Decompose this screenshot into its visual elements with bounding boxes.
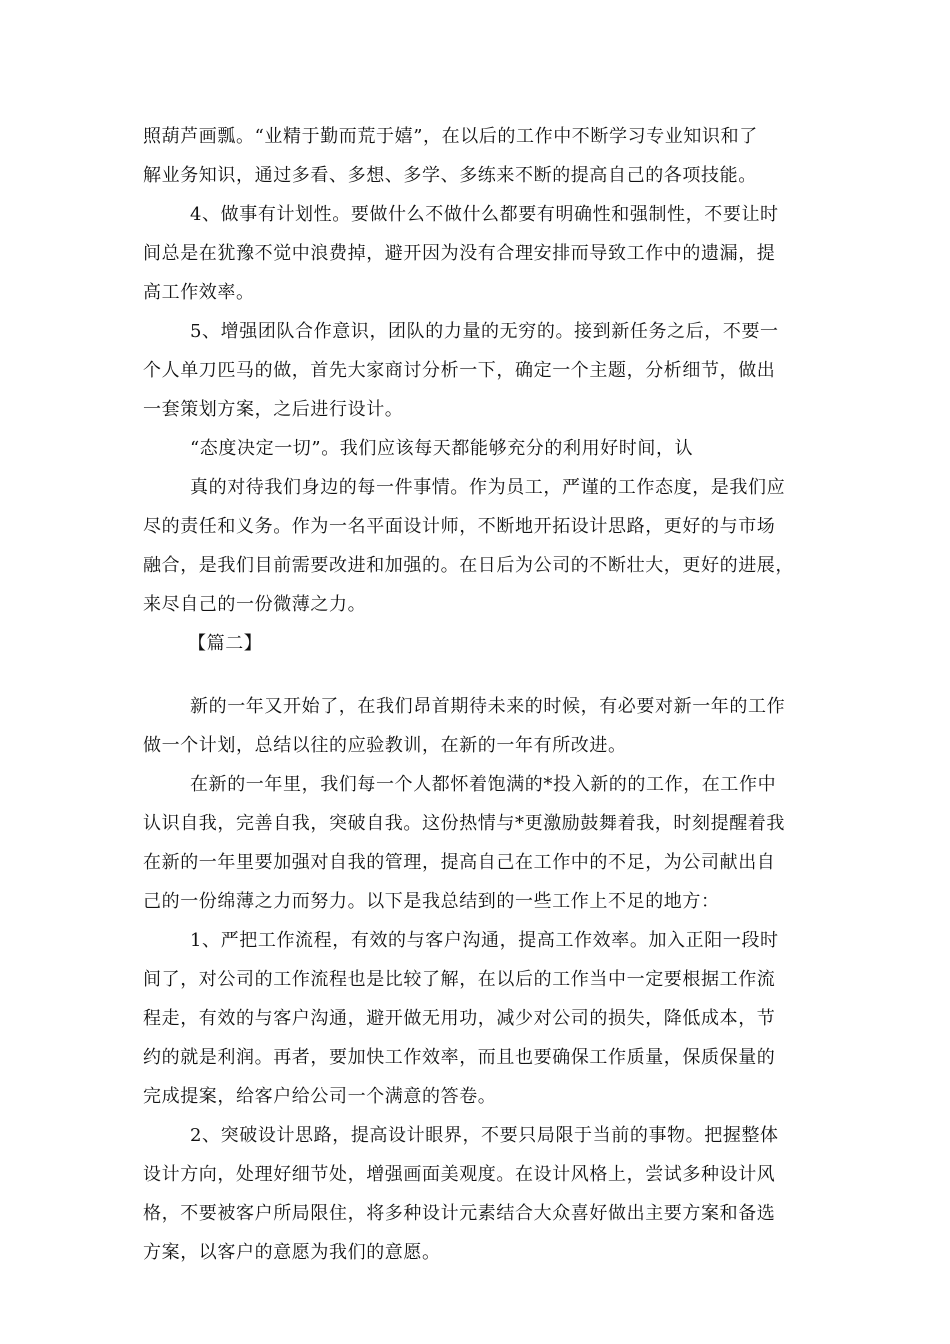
text-line: 格，不要被客户所局限住，将多种设计元素结合大众喜好做出主要方案和备选 bbox=[143, 1203, 776, 1224]
paragraph-start-line: 在新的一年里，我们每一个人都怀着饱满的*投入新的的工作，在工作中 bbox=[190, 774, 777, 795]
text-line: 完成提案，给客户给公司一个满意的答卷。 bbox=[143, 1086, 497, 1107]
text-line: 解业务知识，通过多看、多想、多学、多练来不断的提高自己的各项技能。 bbox=[143, 165, 757, 186]
text-line: 做一个计划，总结以往的应验教训，在新的一年有所改进。 bbox=[143, 735, 627, 756]
text-line: 间总是在犹豫不觉中浪费掉，避开因为没有合理安排而导致工作中的遗漏，提 bbox=[143, 243, 776, 264]
text-line: 照葫芦画瓢。“业精于勤而荒于嬉”，在以后的工作中不断学习专业知识和了 bbox=[143, 126, 758, 147]
text-line: 己的一份绵薄之力而努力。以下是我总结到的一些工作上不足的地方： bbox=[143, 891, 720, 912]
text-line: 认识自我，完善自我，突破自我。这份热情与*更激励鼓舞着我，时刻提醒着我 bbox=[143, 813, 785, 834]
text-line: 约的就是利润。再者，要加快工作效率，而且也要确保工作质量，保质保量的 bbox=[143, 1047, 776, 1068]
text-line: 一套策划方案，之后进行设计。 bbox=[143, 399, 404, 420]
paragraph-start-line: “态度决定一切”。我们应该每天都能够充分的利用好时间，认 bbox=[190, 438, 694, 459]
text-line: 程走，有效的与客户沟通，避开做无用功，减少对公司的损失，降低成本，节 bbox=[143, 1008, 776, 1029]
paragraph-start-line: 新的一年又开始了，在我们昂首期待未来的时候，有必要对新一年的工作 bbox=[190, 696, 786, 717]
text-line: 方案，以客户的意愿为我们的意愿。 bbox=[143, 1242, 441, 1263]
text-line: 间了，对公司的工作流程也是比较了解，在以后的工作当中一定要根据工作流 bbox=[143, 969, 776, 990]
text-line: 设计方向，处理好细节处，增强画面美观度。在设计风格上，尝试多种设计风 bbox=[143, 1164, 776, 1185]
section-heading: 【篇二】 bbox=[188, 633, 263, 654]
paragraph-start-line: 2、突破设计思路，提高设计眼界，不要只局限于当前的事物。把握整体 bbox=[190, 1125, 779, 1146]
paragraph-start-line: 1、严把工作流程，有效的与客户沟通，提高工作效率。加入正阳一段时 bbox=[190, 930, 779, 951]
text-line: 高工作效率。 bbox=[143, 282, 255, 303]
text-line: 融合，是我们目前需要改进和加强的。在日后为公司的不断壮大，更好的进展， bbox=[143, 555, 794, 576]
text-line: 个人单刀匹马的做，首先大家商讨分析一下，确定一个主题，分析细节，做出 bbox=[143, 360, 776, 381]
text-line: 在新的一年里要加强对自我的管理，提高自己在工作中的不足，为公司献出自 bbox=[143, 852, 776, 873]
paragraph-start-line: 真的对待我们身边的每一件事情。作为员工，严谨的工作态度，是我们应 bbox=[190, 477, 786, 498]
text-line: 尽的责任和义务。作为一名平面设计师，不断地开拓设计思路，更好的与市场 bbox=[143, 516, 776, 537]
text-line: 来尽自己的一份微薄之力。 bbox=[143, 594, 367, 615]
paragraph-start-line: 5、增强团队合作意识，团队的力量的无穷的。接到新任务之后，不要一 bbox=[190, 321, 779, 342]
paragraph-start-line: 4、做事有计划性。要做什么不做什么都要有明确性和强制性，不要让时 bbox=[190, 204, 779, 225]
